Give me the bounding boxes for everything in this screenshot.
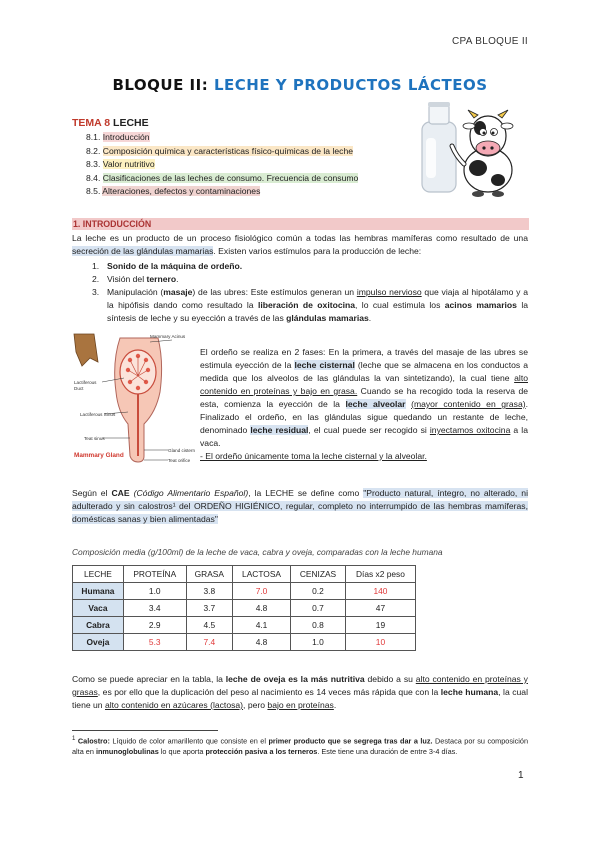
list-item: 2. Visión del ternero. [92, 274, 179, 284]
toc-item[interactable]: 8.2. Composición química y características físico-químicas de la leche [86, 145, 354, 156]
table-cell: 19 [345, 617, 415, 634]
table-cell: 2.9 [123, 617, 186, 634]
row-header: Cabra [73, 617, 124, 634]
figure-label: Teat orifice [168, 458, 191, 463]
row-header: Oveja [73, 634, 124, 651]
figure-label: Lactiferous Duct [74, 380, 97, 391]
column-header: CENIZAS [291, 566, 346, 583]
table-cell: 3.4 [123, 600, 186, 617]
table-cell-highlight: 7.0 [233, 583, 291, 600]
table-cell: 1.0 [291, 634, 346, 651]
table-cell: 4.8 [233, 634, 291, 651]
table-cell: 4.5 [186, 617, 232, 634]
column-header: PROTEÍNA [123, 566, 186, 583]
tema-name: LECHE [113, 117, 149, 129]
table-cell-highlight: 7.4 [186, 634, 232, 651]
column-header: LECHE [73, 566, 124, 583]
footnote-divider [72, 730, 218, 731]
table-cell: 4.8 [233, 600, 291, 617]
table-cell: 3.8 [186, 583, 232, 600]
table-cell: 3.7 [186, 600, 232, 617]
composition-table [72, 565, 416, 651]
table-cell-highlight: 5.3 [123, 634, 186, 651]
table-row [73, 600, 416, 617]
figure-label: Mammary Acinus [150, 334, 186, 339]
toc-item[interactable]: 8.1. Introducción [86, 132, 150, 142]
table-header-row [73, 566, 416, 583]
table-caption: Composición media (g/100ml) de la leche de vaca, cabra y oveja, comparadas con la leche humana [72, 547, 443, 557]
column-header: GRASA [186, 566, 232, 583]
cae-definition: Según el CAE (Código Alimentario Español), la LECHE se define como "Producto natural, íntegro, no alterado, ni adulterado y sin calostros¹ del ORDEÑO HIGIÉNICO, regular, completo no interrumpido de las hembras mamíferas, domésticas sanas y bien alimentadas" [72, 488, 528, 524]
footnote: $^1$ Calostro: Líquido de color amarillento que consiste en el primer producto que se segrega tras dar a luz. Destaca por su composición alta en inmunoglobulinas lo que aporta protección pasiva a los terneros. Este tiene una duración de entre 3-4 días. [72, 735, 529, 756]
conclusion-paragraph: Como se puede apreciar en la tabla, la leche de oveja es la más nutritiva debido a su alto contenido en proteínas y grasas, es por ello que la duplicación del peso al nacimiento es 14 veces más rápida que con la leche humana, la cual tiene un alto contenido en azúcares (lactosa), pero bajo en proteínas. [72, 674, 529, 710]
tema-heading [72, 117, 149, 129]
table-row [73, 583, 416, 600]
ordeno-note: - El ordeño únicamente toma la leche cisternal y la alveolar. [200, 451, 427, 461]
stimuli-list [92, 260, 528, 325]
figure-label: Teat sinus [84, 436, 105, 441]
table-cell: 1.0 [123, 583, 186, 600]
cow-milk-illustration [412, 98, 530, 200]
column-header: Días x2 peso [345, 566, 415, 583]
section-heading-intro: 1. INTRODUCCIÓN [72, 218, 529, 230]
toc-item[interactable]: 8.4. Clasificaciones de las leches de consumo. Frecuencia de consumo [86, 172, 359, 183]
table-cell: 4.1 [233, 617, 291, 634]
table-cell: 0.8 [291, 617, 346, 634]
table-cell-highlight: 140 [345, 583, 415, 600]
page-number: 1 [518, 770, 524, 781]
running-header: CPA BLOQUE II [452, 36, 528, 47]
figure-caption: Mammary Gland [74, 452, 124, 459]
table-cell-highlight: 10 [345, 634, 415, 651]
page-title [0, 76, 600, 94]
tema-number: TEMA 8 [72, 117, 111, 129]
toc-item[interactable]: 8.3. Valor nutritivo [86, 159, 155, 169]
intro-paragraph: La leche es un producto de un proceso fisiológico común a todas las hembras mamíferas como resultado de una secreción de las glándulas mamarias. Existen varios estímulos para la producción de leche: [72, 233, 528, 256]
table-of-contents [86, 131, 358, 199]
list-item: 3. Manipulación (masaje) de las ubres: Este estímulos generan un impulso nervioso que viaja al hipotálamo y a la hipófisis dando como resultado la liberación de oxitocina, lo cual estimula los acinos mamarios la síntesis de leche y su eyección a través de las glándulas mamarias. [92, 287, 529, 323]
list-item: 1. Sonido de la máquina de ordeño. [92, 261, 243, 271]
figure-label: Lactiferous Sinus [80, 412, 116, 417]
row-header: Humana [73, 583, 124, 600]
title-main: LECHE Y PRODUCTOS LÁCTEOS [213, 76, 488, 94]
table-cell: 0.7 [291, 600, 346, 617]
ordeno-paragraph: El ordeño se realiza en 2 fases: En la primera, a través del masaje de las ubres se estimula eyección de la leche cisternal (leche que se almacena en los conductos a medida que los alveolos de las glándulas la van sintetizando), la cual tiene alto contenido en proteínas y bajo en grasa. Cuando se ha recogido toda la reserva de esta, comienza la eyección de la leche alveolar (mayor contenido en grasa). Finalizado el ordeño, en las glándulas sigue quedando un restante de leche, denominado leche residual, el cual puede ser recogido si inyectamos oxitocina a la vaca. - El ordeño únicamente toma la leche cisternal y la alveolar. [200, 347, 529, 461]
figure-label: Gland cistern [168, 448, 196, 453]
title-prefix: BLOQUE II: [112, 76, 209, 94]
table-cell: 0.2 [291, 583, 346, 600]
row-header: Vaca [73, 600, 124, 617]
table-row [73, 634, 416, 651]
column-header: LACTOSA [233, 566, 291, 583]
toc-item[interactable]: 8.5. Alteraciones, defectos y contaminaciones [86, 186, 261, 196]
table-row [73, 617, 416, 634]
table-cell: 47 [345, 600, 415, 617]
